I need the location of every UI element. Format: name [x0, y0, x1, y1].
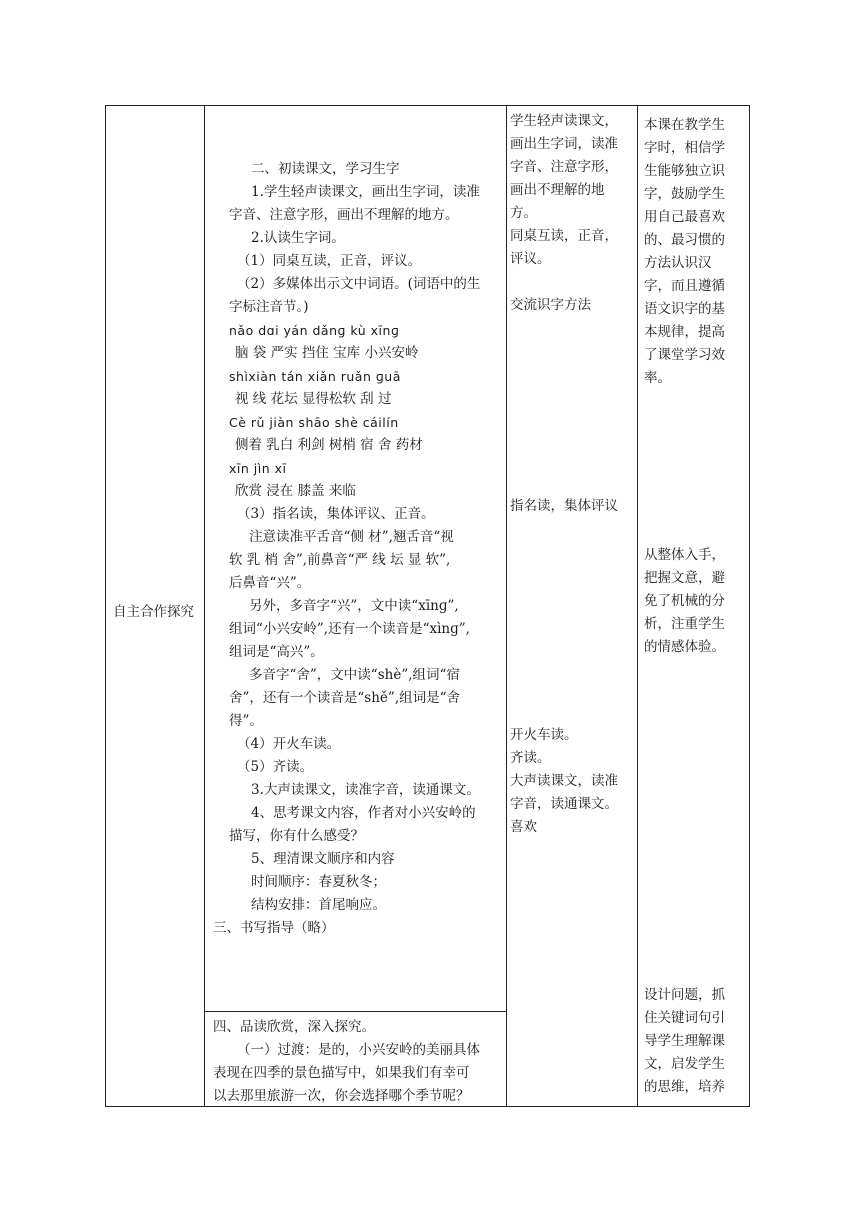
activity-line: 评议。 [510, 251, 551, 267]
text-line: 组词是“高兴”。 [229, 644, 324, 660]
activity-line: 开火车读。 [510, 727, 578, 743]
text-line: （一）过渡：是的，小兴安岭的美丽具体 [237, 1042, 480, 1058]
text-line: 后鼻音“兴”。 [229, 575, 311, 591]
note-line: 的、最习惯的 [644, 232, 725, 248]
activity-line: 交流识字方法 [510, 297, 591, 313]
note-line: 用自己最喜欢 [644, 209, 725, 225]
text-line: 5、理清课文顺序和内容 [251, 851, 395, 867]
note-line: 语文识字的基 [644, 301, 725, 317]
note-line: 的思维，培养 [644, 1079, 725, 1095]
text-line: 注意读准平舌音“侧 材”,翘舌音“视 [249, 529, 454, 545]
note-line: 免了机械的分 [644, 593, 725, 609]
text-line: 欣赏 浸在 膝盖 来临 [235, 483, 356, 499]
text-line: （5）齐读。 [237, 759, 314, 775]
activity-line: 同桌互读，正音， [510, 228, 618, 244]
text-line: 时间顺序：春夏秋冬； [251, 874, 386, 890]
note-line: 本规律，提高 [644, 324, 725, 340]
text-line: 以去那里旅游一次，你会选择哪个季节呢？ [213, 1088, 470, 1104]
note-block [644, 114, 747, 390]
teaching-process-column [213, 158, 499, 940]
teaching-process-part4 [213, 1016, 499, 1108]
text-line: Cè rǔ jiàn shāo shè cáilín [229, 415, 399, 430]
activity-line: 喜欢 [510, 819, 537, 835]
note-line: 生能够独立识 [644, 163, 725, 179]
text-line: shìxiàn tán xiǎn ruǎn ɡuā [229, 369, 401, 384]
row-label: 自主合作探究 [113, 604, 194, 620]
text-line: 描写，你有什么感受？ [229, 828, 364, 844]
text-line: 脑 袋 严实 挡住 宝库 小兴安岭 [235, 345, 419, 361]
activity-block [510, 110, 632, 271]
row-divider [204, 1011, 507, 1012]
note-line: 从整体入手， [644, 547, 725, 563]
note-line: 住关键词句引 [644, 1010, 725, 1026]
text-line: （1）同桌互读，正音，评议。 [237, 253, 422, 269]
text-line: 组词“小兴安岭”,还有一个读音是“xìnɡ”, [229, 621, 470, 637]
text-line: 软 乳 梢 舍”,前鼻音“严 线 坛 显 软”, [229, 552, 451, 568]
activity-line: 学生轻声读课文， [510, 113, 618, 129]
activity-line: 指名读，集体评议 [510, 498, 618, 514]
note-line: 把握文意，避 [644, 570, 725, 586]
activity-block [510, 495, 632, 518]
text-line: 二、初读课文，学习生字 [251, 161, 400, 177]
activity-line: 字音、注意字形， [510, 159, 618, 175]
text-line: 视 线 花坛 显得松软 刮 过 [235, 391, 392, 407]
text-line: 四、品读欣赏，深入探究。 [213, 1019, 375, 1035]
text-line: 2.认读生字词。 [251, 230, 345, 246]
text-line: 侧着 乳白 利剑 树梢 宿 舍 药材 [235, 437, 423, 453]
note-line: 析，注重学生 [644, 616, 725, 632]
text-line: 另外，多音字“兴”，文中读“xīnɡ”, [249, 598, 459, 614]
text-line: xīn jìn xī [229, 461, 287, 476]
activity-line: 方。 [510, 205, 537, 221]
text-line: （3）指名读，集体评议、正音。 [237, 506, 435, 522]
text-line: 多音字“舍”，文中读“shè”,组词“宿 [249, 667, 460, 683]
activity-line: 画出不理解的地 [510, 182, 605, 198]
text-line: 3.大声读课文，读准字音，读通课文。 [251, 782, 480, 798]
text-line: 字标注音节。) [229, 299, 309, 315]
text-line: nǎo dɑi yán dǎnɡ kù xīnɡ [229, 323, 400, 338]
note-line: 字时，相信学 [644, 140, 725, 156]
note-line: 设计问题，抓 [644, 987, 725, 1003]
note-block [644, 544, 747, 659]
activity-line: 画出生字词，读准 [510, 136, 618, 152]
column-divider [637, 106, 638, 1106]
text-line: 4、思考课文内容，作者对小兴安岭的 [251, 805, 476, 821]
note-line: 率。 [644, 370, 671, 386]
text-line: 三、书写指导（略） [213, 920, 335, 936]
note-line: 字，而且遵循 [644, 278, 725, 294]
activity-block [510, 724, 632, 839]
text-line: （2）多媒体出示文中词语。(词语中的生 [237, 276, 481, 292]
note-line: 的情感体验。 [644, 639, 725, 655]
activity-line: 齐读。 [510, 750, 551, 766]
text-line: 舍”，还有一个读音是“shě”,组词是“舍 [229, 690, 461, 706]
column-divider [204, 106, 205, 1106]
note-line: 了课堂学习效 [644, 347, 725, 363]
note-block [644, 984, 747, 1099]
note-line: 本课在教学生 [644, 117, 725, 133]
note-line: 方法认识汉 [644, 255, 712, 271]
text-line: 表现在四季的景色描写中，如果我们有幸可 [213, 1065, 470, 1081]
activity-line: 大声读课文，读准 [510, 773, 618, 789]
text-line: 1.学生轻声读课文，画出生字词，读准 [251, 184, 480, 200]
note-line: 导学生理解课 [644, 1033, 725, 1049]
text-line: 得”。 [229, 713, 263, 729]
lesson-table [105, 105, 750, 1107]
text-line: 字音、注意字形，画出不理解的地方。 [229, 207, 459, 223]
activity-line: 字音，读通课文。 [510, 796, 618, 812]
activity-block [510, 294, 632, 317]
note-line: 字，鼓励学生 [644, 186, 725, 202]
note-line: 文，启发学生 [644, 1056, 725, 1072]
text-line: 结构安排：首尾响应。 [251, 897, 386, 913]
text-line: （4）开火车读。 [237, 736, 341, 752]
